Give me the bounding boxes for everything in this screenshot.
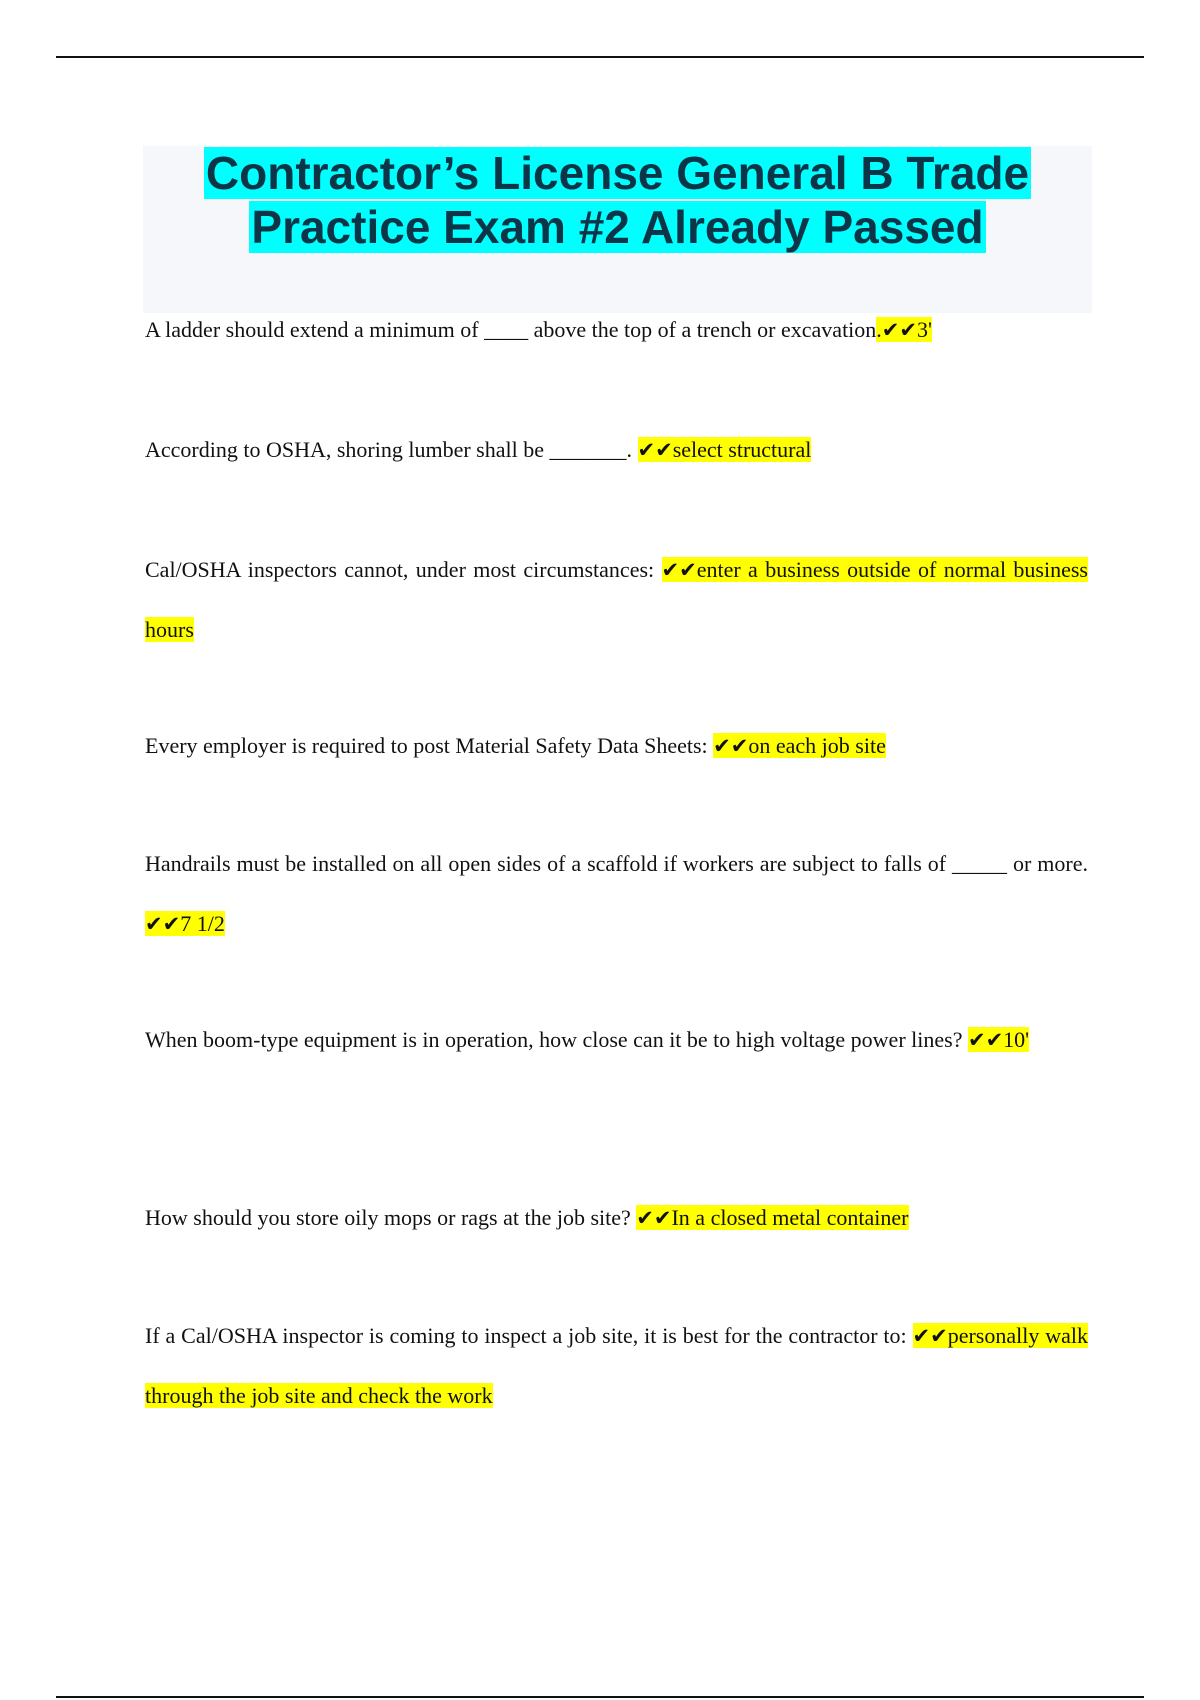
answer-highlight [968,1027,1029,1052]
qa-item-4 [145,716,1088,776]
qa-item-6 [145,1010,1088,1070]
page-title [143,146,1092,254]
title-line-1: Contractor’s License General B Trade [205,147,1030,199]
answer-text: 7 1/2 [180,911,225,936]
question-text: Every employer is required to post Material Safety Data Sheets: [145,733,714,758]
question-text: According to OSHA, shoring lumber shall be _______. [145,437,638,462]
check-mark-icon: ✔✔ [881,318,917,342]
title-block [143,146,1092,313]
answer-text: select structural [672,437,812,462]
question-text: A ladder should extend a minimum of ____ above the top of a trench or excavation [145,317,877,342]
answer-text: enter a business outside of normal business hours [145,557,1088,642]
qa-item-2 [145,420,1088,480]
answer-highlight [638,437,812,462]
answer-highlight [713,733,886,758]
qa-item-3 [145,540,1088,660]
answer-highlight [145,911,225,936]
answer-highlight [636,1205,908,1230]
question-text: When boom-type equipment is in operation, how close can it be to high voltage power lines? [145,1027,968,1052]
check-mark-icon: ✔✔ [967,1028,1004,1052]
answer-text: 10' [1003,1027,1030,1052]
answer-text: In a closed metal container [671,1205,909,1230]
answer-highlight [876,317,932,342]
check-mark-icon: ✔✔ [713,734,749,758]
question-text: Cal/OSHA inspectors cannot, under most circumstances: [145,557,662,582]
check-mark-icon: ✔✔ [636,1206,672,1230]
answer-text: 3' [917,317,932,342]
qa-item-7 [145,1188,1088,1248]
separator: . [876,317,882,342]
question-text: If a Cal/OSHA inspector is coming to inspect a job site, it is best for the contractor to: [145,1323,913,1348]
answer-text: on each job site [748,733,886,758]
title-line-2: Practice Exam #2 Already Passed [251,201,984,253]
qa-item-5 [145,834,1088,954]
question-text: Handrails must be installed on all open sides of a scaffold if workers are subject to falls of _____ or more. [145,851,1088,876]
qa-item-8 [145,1306,1088,1426]
check-mark-icon: ✔✔ [912,1324,948,1348]
question-text: How should you store oily mops or rags at the job site? [145,1205,637,1230]
answer-text: personally walk through the job site and check the work [145,1323,1089,1408]
top-rule [56,56,1144,58]
check-mark-icon: ✔✔ [145,912,181,936]
check-mark-icon: ✔✔ [661,558,697,582]
bottom-rule [56,1696,1144,1698]
qa-item-1 [145,300,1088,360]
check-mark-icon: ✔✔ [637,438,673,462]
